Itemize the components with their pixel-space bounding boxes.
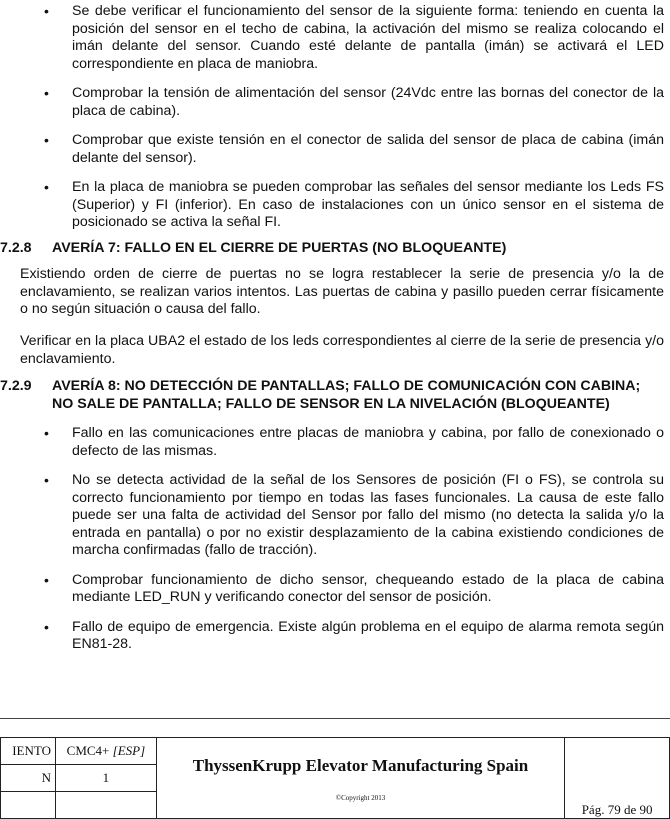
company-name: ThyssenKrupp Elevator Manufacturing Spain [192,756,529,775]
bullet-list-top [0,3,670,244]
doc-code: CMC4+ [ESP] [55,738,156,765]
copyright: ©Copyright 2013 [335,794,386,802]
footer-empty-cell [1,792,56,819]
list-item: • No se detecta actividad de la señal de los Sensores de posición (FI o FS), se controla su correcto funcionamiento por tiempo en todas las fases funcionales. La causa de este fallo puede ser una falta de actividad del Sensor por fallo del mismo (no detecta la salida y/o la entrada en pantalla) o por no existir desplazamiento de la cabina existiendo condiciones de marcha confirmadas (fallo de tracción). [44,472,664,558]
company-cell [156,738,564,819]
bullet-dot: • [44,85,49,101]
footer-rule [0,718,670,719]
list-item: • Comprobar funcionamiento de dicho sensor, chequeando estado de la placa de cabina mediante LED_RUN y verificando conector del sensor de posición. [44,571,664,605]
footer-table [0,737,670,819]
footer-label: IENTO [1,738,56,765]
paragraph: Verificar en la placa UBA2 el estado de los leds correspondientes al cierre de la serie de presencia y/o enclavamiento. [20,333,664,367]
bullet-list-729 [0,425,670,666]
list-item: • Comprobar que existe tensión en el conector de salida del sensor de placa de cabina (imán delante del sensor). [44,132,664,166]
doc-lang: [ESP] [112,743,146,758]
bullet-dot: • [44,571,49,588]
bullet-dot: • [44,425,49,441]
section-title: AVERÍA 7: FALLO EN EL CIERRE DE PUERTAS (NO BLOQUEANTE) [52,240,507,256]
list-item: • En la placa de maniobra se pueden comprobar las señales del sensor mediante los Leds FS (Superior) y FI (inferior). En caso de instalaciones con un único sensor en el sistema de posicionado se activa la señal FI. [44,179,664,230]
section-title: AVERÍA 8: NO DETECCIÓN DE PANTALLAS; FALLO DE COMUNICACIÓN CON CABINA; NO SALE DE PANTALLA; FALLO DE SENSOR EN LA NIVELACIÓN (BLOQUEANTE) [52,378,641,412]
list-item: • Se debe verificar el funcionamiento del sensor de la siguiente forma: teniendo en cuenta la posición del sensor en el techo de cabina, la activación del mismo se realiza colocando el imán delante del sensor. Cuando esté delante de pantalla (imán) se activará el LED correspondiente en placa de maniobra. [44,3,664,72]
bullet-dot: • [44,3,49,19]
page-number: Pág. 79 de 90 [565,738,670,819]
section-number: 7.2.9 [0,378,32,394]
bullet-dot: • [44,132,49,148]
list-item: • Fallo de equipo de emergencia. Existe algún problema en el equipo de alarma remota según EN81-28. [44,618,664,652]
bullet-dot: • [44,179,49,195]
paragraph: Existiendo orden de cierre de puertas no se logra restablecer la serie de presencia y/o la de enclavamiento, se realizan varios intentos. Las puertas de cabina y pasillo pueden cerrar físicamente o no según situación o causa del fallo. [20,266,664,317]
revision: 1 [55,765,156,792]
section-heading-729 [0,378,645,413]
footer-empty-cell [55,792,156,819]
section-heading-728 [0,240,670,258]
section-number: 7.2.8 [0,240,32,256]
bullet-dot: • [44,472,49,488]
list-item: • Comprobar la tensión de alimentación del sensor (24Vdc entre las bornas del conector de la placa de cabina). [44,85,664,119]
footer-label: N [1,765,56,792]
list-item: • Fallo en las comunicaciones entre placas de maniobra y cabina, por fallo de conexionado o defecto de las mismas. [44,425,664,459]
bullet-dot: • [44,618,49,635]
